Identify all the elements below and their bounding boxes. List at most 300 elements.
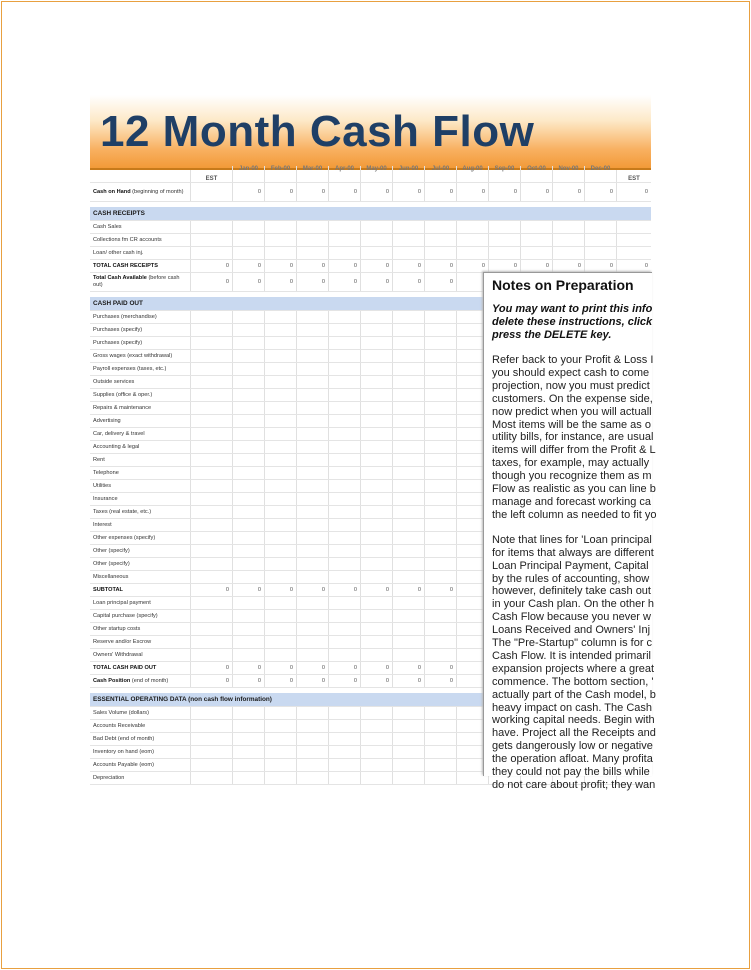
- table-cell[interactable]: [392, 532, 424, 544]
- table-cell[interactable]: [296, 733, 328, 745]
- table-cell[interactable]: [264, 234, 296, 246]
- table-cell[interactable]: [424, 649, 456, 661]
- table-cell[interactable]: [328, 324, 360, 336]
- table-cell[interactable]: [488, 247, 520, 259]
- table-cell[interactable]: [616, 234, 651, 246]
- table-cell[interactable]: [360, 746, 392, 758]
- table-cell[interactable]: [392, 454, 424, 466]
- table-cell[interactable]: [424, 597, 456, 609]
- table-cell[interactable]: 0: [296, 662, 328, 674]
- table-cell[interactable]: [360, 519, 392, 531]
- table-cell[interactable]: [360, 415, 392, 427]
- table-cell[interactable]: [296, 623, 328, 635]
- table-cell[interactable]: [328, 454, 360, 466]
- table-cell[interactable]: [392, 493, 424, 505]
- table-cell[interactable]: [328, 558, 360, 570]
- table-cell[interactable]: [328, 610, 360, 622]
- table-cell[interactable]: [296, 402, 328, 414]
- table-cell[interactable]: 0: [584, 183, 616, 201]
- table-cell[interactable]: [424, 454, 456, 466]
- table-cell[interactable]: [328, 234, 360, 246]
- table-cell[interactable]: [264, 610, 296, 622]
- table-cell[interactable]: [392, 221, 424, 233]
- table-cell[interactable]: [296, 610, 328, 622]
- table-cell[interactable]: [232, 733, 264, 745]
- table-cell[interactable]: [392, 746, 424, 758]
- table-cell[interactable]: [328, 350, 360, 362]
- table-cell[interactable]: [190, 597, 232, 609]
- table-cell[interactable]: [360, 441, 392, 453]
- table-cell[interactable]: [424, 759, 456, 771]
- table-cell[interactable]: [360, 532, 392, 544]
- table-cell[interactable]: [190, 759, 232, 771]
- table-cell[interactable]: [190, 337, 232, 349]
- table-cell[interactable]: [360, 649, 392, 661]
- table-cell[interactable]: [328, 720, 360, 732]
- table-cell[interactable]: [424, 493, 456, 505]
- table-cell[interactable]: [488, 234, 520, 246]
- table-cell[interactable]: [190, 506, 232, 518]
- table-cell[interactable]: 0: [328, 260, 360, 272]
- table-cell[interactable]: [296, 636, 328, 648]
- table-cell[interactable]: [264, 649, 296, 661]
- table-cell[interactable]: [360, 467, 392, 479]
- table-cell[interactable]: [190, 545, 232, 557]
- table-cell[interactable]: 0: [424, 662, 456, 674]
- table-cell[interactable]: [360, 221, 392, 233]
- table-cell[interactable]: 0: [232, 675, 264, 687]
- table-cell[interactable]: [264, 720, 296, 732]
- table-cell[interactable]: [328, 707, 360, 719]
- table-cell[interactable]: 0: [296, 675, 328, 687]
- table-cell[interactable]: [424, 467, 456, 479]
- table-cell[interactable]: [296, 519, 328, 531]
- table-cell[interactable]: [296, 428, 328, 440]
- table-cell[interactable]: [360, 597, 392, 609]
- table-cell[interactable]: 0: [456, 183, 488, 201]
- table-cell[interactable]: [328, 623, 360, 635]
- table-cell[interactable]: [360, 324, 392, 336]
- table-cell[interactable]: [392, 415, 424, 427]
- table-cell[interactable]: [488, 221, 520, 233]
- table-cell[interactable]: [190, 519, 232, 531]
- table-cell[interactable]: [392, 467, 424, 479]
- table-cell[interactable]: [424, 337, 456, 349]
- table-cell[interactable]: [296, 597, 328, 609]
- table-cell[interactable]: [190, 733, 232, 745]
- table-cell[interactable]: [328, 415, 360, 427]
- table-cell[interactable]: [392, 733, 424, 745]
- table-cell[interactable]: [424, 402, 456, 414]
- table-cell[interactable]: [296, 363, 328, 375]
- table-cell[interactable]: [424, 571, 456, 583]
- table-cell[interactable]: [424, 311, 456, 323]
- table-cell[interactable]: [392, 324, 424, 336]
- table-cell[interactable]: [328, 772, 360, 784]
- table-cell[interactable]: 0: [392, 183, 424, 201]
- table-cell[interactable]: [296, 759, 328, 771]
- table-cell[interactable]: [360, 720, 392, 732]
- table-cell[interactable]: [392, 519, 424, 531]
- table-cell[interactable]: [584, 234, 616, 246]
- table-cell[interactable]: [190, 415, 232, 427]
- table-cell[interactable]: [296, 350, 328, 362]
- table-cell[interactable]: 0: [392, 662, 424, 674]
- table-cell[interactable]: [392, 506, 424, 518]
- table-cell[interactable]: 0: [264, 260, 296, 272]
- table-cell[interactable]: 0: [328, 584, 360, 596]
- table-cell[interactable]: [392, 571, 424, 583]
- table-cell[interactable]: [296, 720, 328, 732]
- table-cell[interactable]: [190, 311, 232, 323]
- table-cell[interactable]: [360, 545, 392, 557]
- table-cell[interactable]: [264, 363, 296, 375]
- table-cell[interactable]: [360, 636, 392, 648]
- table-cell[interactable]: [190, 441, 232, 453]
- table-cell[interactable]: [264, 519, 296, 531]
- table-cell[interactable]: [232, 247, 264, 259]
- table-cell[interactable]: [328, 480, 360, 492]
- table-cell[interactable]: 0: [360, 662, 392, 674]
- table-cell[interactable]: [360, 759, 392, 771]
- table-cell[interactable]: [328, 337, 360, 349]
- table-cell[interactable]: 0: [296, 260, 328, 272]
- table-cell[interactable]: 0: [296, 273, 328, 291]
- table-cell[interactable]: 0: [520, 260, 552, 272]
- table-cell[interactable]: 0: [616, 260, 651, 272]
- table-cell[interactable]: [328, 545, 360, 557]
- table-cell[interactable]: [232, 532, 264, 544]
- table-cell[interactable]: [552, 221, 584, 233]
- table-cell[interactable]: [328, 649, 360, 661]
- table-cell[interactable]: [296, 571, 328, 583]
- table-cell[interactable]: [360, 707, 392, 719]
- table-cell[interactable]: [190, 571, 232, 583]
- table-cell[interactable]: [232, 480, 264, 492]
- table-cell[interactable]: [392, 402, 424, 414]
- table-cell[interactable]: 0: [552, 183, 584, 201]
- table-cell[interactable]: [424, 558, 456, 570]
- table-cell[interactable]: [520, 234, 552, 246]
- table-cell[interactable]: [360, 402, 392, 414]
- table-cell[interactable]: [190, 363, 232, 375]
- table-cell[interactable]: [232, 402, 264, 414]
- table-cell[interactable]: [232, 571, 264, 583]
- table-cell[interactable]: [190, 221, 232, 233]
- table-cell[interactable]: [392, 376, 424, 388]
- table-cell[interactable]: [296, 480, 328, 492]
- table-cell[interactable]: [190, 720, 232, 732]
- table-cell[interactable]: [328, 636, 360, 648]
- table-cell[interactable]: [264, 746, 296, 758]
- table-cell[interactable]: 0: [328, 662, 360, 674]
- table-cell[interactable]: [328, 441, 360, 453]
- table-cell[interactable]: [424, 746, 456, 758]
- table-cell[interactable]: [424, 363, 456, 375]
- table-cell[interactable]: [360, 571, 392, 583]
- table-cell[interactable]: [232, 311, 264, 323]
- table-cell[interactable]: [264, 324, 296, 336]
- table-cell[interactable]: [232, 519, 264, 531]
- table-cell[interactable]: [456, 221, 488, 233]
- table-cell[interactable]: [584, 247, 616, 259]
- table-cell[interactable]: [264, 467, 296, 479]
- table-cell[interactable]: [328, 376, 360, 388]
- table-cell[interactable]: [232, 350, 264, 362]
- table-cell[interactable]: [296, 337, 328, 349]
- table-cell[interactable]: [264, 759, 296, 771]
- table-cell[interactable]: 0: [232, 662, 264, 674]
- table-cell[interactable]: [264, 532, 296, 544]
- table-cell[interactable]: [424, 234, 456, 246]
- table-cell[interactable]: 0: [424, 675, 456, 687]
- table-cell[interactable]: [232, 389, 264, 401]
- table-cell[interactable]: 0: [264, 273, 296, 291]
- table-cell[interactable]: [232, 363, 264, 375]
- table-cell[interactable]: [328, 571, 360, 583]
- table-cell[interactable]: [190, 707, 232, 719]
- table-cell[interactable]: [328, 532, 360, 544]
- table-cell[interactable]: [552, 234, 584, 246]
- table-cell[interactable]: [424, 415, 456, 427]
- table-cell[interactable]: [360, 772, 392, 784]
- table-cell[interactable]: [392, 363, 424, 375]
- table-cell[interactable]: [232, 441, 264, 453]
- table-cell[interactable]: 0: [190, 273, 232, 291]
- table-cell[interactable]: [360, 493, 392, 505]
- table-cell[interactable]: [328, 759, 360, 771]
- table-cell[interactable]: [264, 558, 296, 570]
- table-cell[interactable]: [264, 402, 296, 414]
- table-cell[interactable]: [264, 545, 296, 557]
- table-cell[interactable]: [360, 247, 392, 259]
- table-cell[interactable]: [424, 441, 456, 453]
- table-cell[interactable]: [328, 506, 360, 518]
- table-cell[interactable]: [296, 707, 328, 719]
- table-cell[interactable]: [232, 597, 264, 609]
- table-cell[interactable]: [424, 376, 456, 388]
- table-cell[interactable]: [392, 623, 424, 635]
- table-cell[interactable]: [232, 376, 264, 388]
- table-cell[interactable]: 0: [328, 273, 360, 291]
- table-cell[interactable]: [190, 772, 232, 784]
- table-cell[interactable]: [264, 733, 296, 745]
- table-cell[interactable]: 0: [190, 662, 232, 674]
- table-cell[interactable]: [424, 389, 456, 401]
- table-cell[interactable]: [392, 441, 424, 453]
- table-cell[interactable]: [190, 389, 232, 401]
- table-cell[interactable]: [296, 415, 328, 427]
- table-cell[interactable]: [190, 234, 232, 246]
- table-cell[interactable]: 0: [360, 584, 392, 596]
- table-cell[interactable]: [360, 623, 392, 635]
- table-cell[interactable]: [424, 610, 456, 622]
- table-cell[interactable]: [328, 597, 360, 609]
- table-cell[interactable]: [392, 428, 424, 440]
- table-cell[interactable]: [424, 733, 456, 745]
- table-cell[interactable]: 0: [456, 260, 488, 272]
- table-cell[interactable]: [360, 506, 392, 518]
- table-cell[interactable]: [264, 454, 296, 466]
- table-cell[interactable]: [424, 506, 456, 518]
- table-cell[interactable]: [424, 532, 456, 544]
- table-cell[interactable]: [424, 428, 456, 440]
- table-cell[interactable]: [360, 454, 392, 466]
- table-cell[interactable]: [360, 363, 392, 375]
- table-cell[interactable]: [424, 545, 456, 557]
- table-cell[interactable]: 0: [190, 260, 232, 272]
- table-cell[interactable]: [190, 376, 232, 388]
- table-cell[interactable]: [392, 772, 424, 784]
- table-cell[interactable]: [328, 311, 360, 323]
- table-cell[interactable]: [296, 649, 328, 661]
- table-cell[interactable]: [264, 571, 296, 583]
- table-cell[interactable]: 0: [264, 662, 296, 674]
- table-cell[interactable]: [190, 610, 232, 622]
- table-cell[interactable]: [328, 402, 360, 414]
- table-cell[interactable]: [232, 337, 264, 349]
- table-cell[interactable]: [456, 247, 488, 259]
- table-cell[interactable]: 0: [584, 260, 616, 272]
- table-cell[interactable]: 0: [424, 273, 456, 291]
- table-cell[interactable]: [190, 532, 232, 544]
- table-cell[interactable]: [392, 597, 424, 609]
- table-cell[interactable]: [232, 324, 264, 336]
- table-cell[interactable]: 0: [296, 183, 328, 201]
- table-cell[interactable]: [392, 558, 424, 570]
- table-cell[interactable]: [584, 221, 616, 233]
- table-cell[interactable]: [264, 772, 296, 784]
- table-cell[interactable]: 0: [264, 675, 296, 687]
- table-cell[interactable]: 0: [392, 260, 424, 272]
- table-cell[interactable]: [232, 707, 264, 719]
- table-cell[interactable]: 0: [552, 260, 584, 272]
- table-cell[interactable]: [264, 311, 296, 323]
- table-cell[interactable]: [360, 389, 392, 401]
- table-cell[interactable]: 0: [232, 183, 264, 201]
- table-cell[interactable]: [232, 454, 264, 466]
- table-cell[interactable]: [190, 558, 232, 570]
- table-cell[interactable]: [360, 311, 392, 323]
- table-cell[interactable]: 0: [392, 273, 424, 291]
- table-cell[interactable]: [360, 733, 392, 745]
- table-cell[interactable]: [264, 707, 296, 719]
- table-cell[interactable]: 0: [360, 183, 392, 201]
- table-cell[interactable]: 0: [264, 183, 296, 201]
- table-cell[interactable]: 0: [328, 675, 360, 687]
- table-cell[interactable]: [296, 545, 328, 557]
- table-cell[interactable]: [552, 247, 584, 259]
- table-cell[interactable]: [190, 324, 232, 336]
- table-cell[interactable]: [232, 759, 264, 771]
- table-cell[interactable]: [232, 636, 264, 648]
- table-cell[interactable]: [296, 772, 328, 784]
- table-cell[interactable]: 0: [190, 675, 232, 687]
- table-cell[interactable]: [424, 221, 456, 233]
- table-cell[interactable]: [424, 707, 456, 719]
- table-cell[interactable]: [232, 720, 264, 732]
- table-cell[interactable]: [190, 247, 232, 259]
- table-cell[interactable]: [392, 759, 424, 771]
- table-cell[interactable]: [296, 247, 328, 259]
- table-cell[interactable]: [232, 506, 264, 518]
- table-cell[interactable]: [190, 467, 232, 479]
- table-cell[interactable]: [264, 441, 296, 453]
- table-cell[interactable]: [296, 493, 328, 505]
- table-cell[interactable]: 0: [232, 273, 264, 291]
- table-cell[interactable]: [296, 467, 328, 479]
- table-cell[interactable]: [232, 221, 264, 233]
- table-cell[interactable]: [392, 247, 424, 259]
- table-cell[interactable]: [360, 376, 392, 388]
- table-cell[interactable]: [232, 467, 264, 479]
- table-cell[interactable]: [296, 558, 328, 570]
- table-cell[interactable]: [328, 221, 360, 233]
- table-cell[interactable]: [190, 623, 232, 635]
- table-cell[interactable]: [424, 720, 456, 732]
- table-cell[interactable]: [296, 389, 328, 401]
- table-cell[interactable]: [264, 221, 296, 233]
- table-cell[interactable]: 0: [424, 183, 456, 201]
- table-cell[interactable]: [232, 493, 264, 505]
- table-cell[interactable]: [392, 636, 424, 648]
- table-cell[interactable]: [190, 493, 232, 505]
- table-cell[interactable]: 0: [264, 584, 296, 596]
- table-cell[interactable]: [264, 389, 296, 401]
- table-cell[interactable]: [360, 350, 392, 362]
- table-cell[interactable]: [232, 428, 264, 440]
- table-cell[interactable]: [424, 480, 456, 492]
- table-cell[interactable]: [232, 623, 264, 635]
- table-cell[interactable]: [392, 720, 424, 732]
- table-cell[interactable]: [296, 506, 328, 518]
- table-cell[interactable]: 0: [424, 260, 456, 272]
- table-cell[interactable]: [328, 389, 360, 401]
- table-cell[interactable]: [520, 247, 552, 259]
- table-cell[interactable]: [360, 337, 392, 349]
- table-cell[interactable]: [616, 247, 651, 259]
- table-cell[interactable]: [190, 454, 232, 466]
- table-cell[interactable]: [190, 428, 232, 440]
- table-cell[interactable]: [264, 493, 296, 505]
- table-cell[interactable]: [232, 610, 264, 622]
- table-cell[interactable]: 0: [360, 675, 392, 687]
- table-cell[interactable]: [296, 376, 328, 388]
- table-cell[interactable]: [232, 415, 264, 427]
- table-cell[interactable]: 0: [360, 273, 392, 291]
- table-cell[interactable]: 0: [424, 584, 456, 596]
- table-cell[interactable]: [360, 234, 392, 246]
- table-cell[interactable]: 0: [232, 584, 264, 596]
- table-cell[interactable]: [392, 545, 424, 557]
- table-cell[interactable]: 0: [520, 183, 552, 201]
- table-cell[interactable]: [232, 772, 264, 784]
- table-cell[interactable]: [264, 415, 296, 427]
- table-cell[interactable]: 0: [392, 584, 424, 596]
- table-cell[interactable]: 0: [488, 260, 520, 272]
- table-cell[interactable]: [190, 636, 232, 648]
- table-cell[interactable]: [392, 311, 424, 323]
- table-cell[interactable]: [456, 234, 488, 246]
- table-cell[interactable]: [190, 649, 232, 661]
- table-cell[interactable]: [296, 221, 328, 233]
- table-cell[interactable]: [264, 247, 296, 259]
- table-cell[interactable]: 0: [190, 584, 232, 596]
- table-cell[interactable]: [264, 376, 296, 388]
- table-cell[interactable]: [328, 733, 360, 745]
- table-cell[interactable]: [190, 402, 232, 414]
- table-cell[interactable]: [424, 247, 456, 259]
